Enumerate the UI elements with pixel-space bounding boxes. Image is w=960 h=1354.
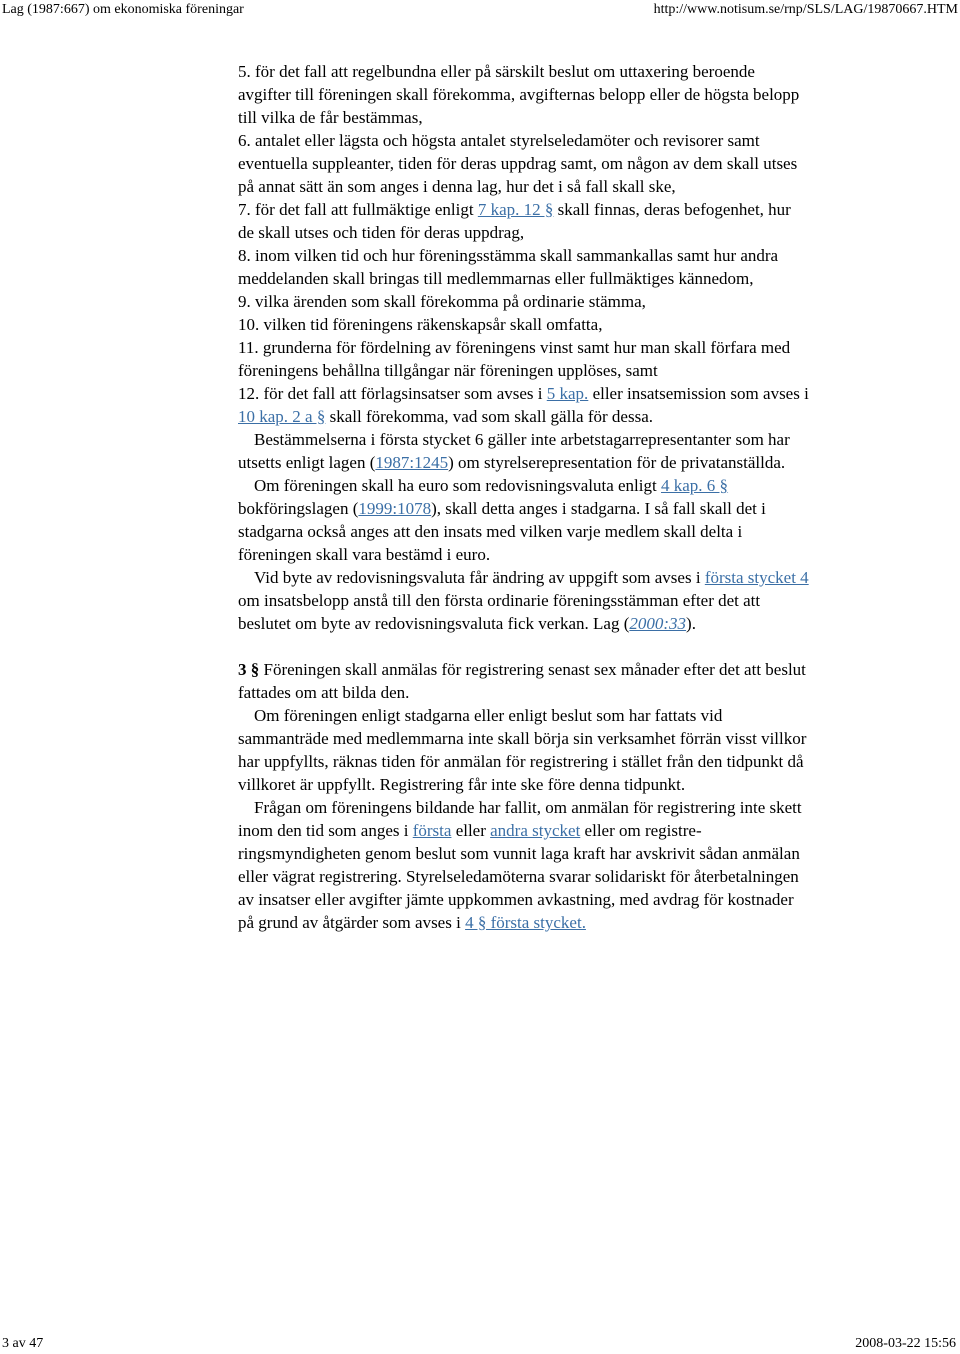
- text-run: avgifter till föreningen skall förekomma, avgifternas belopp eller de högsta belopp: [238, 85, 800, 104]
- reference-link[interactable]: 4 § första stycket.: [465, 913, 586, 932]
- text-line: [238, 681, 893, 704]
- text-run: Bestämmelserna i första stycket 6 gäller inte arbetstagarrepresentanter som har: [254, 430, 790, 449]
- text-run: skall finnas, deras befogenhet, hur: [553, 200, 791, 219]
- print-timestamp: 2008-03-22 15:56: [855, 1336, 956, 1351]
- text-run: eller vägrat registrering. Styrelseledamöterna svarar solidariskt för återbetalningen: [238, 867, 799, 886]
- text-line: [238, 819, 893, 842]
- text-line: [238, 543, 893, 566]
- text-run: Föreningen skall anmälas för registrering senast sex månader efter det att beslut: [259, 660, 806, 679]
- text-line: [238, 451, 893, 474]
- text-line: [238, 106, 893, 129]
- text-run: till vilka de får bestämmas,: [238, 108, 423, 127]
- text-line: [238, 727, 893, 750]
- text-run: stadgarna också anges att den insats med vilken varje medlem skall delta i: [238, 522, 743, 541]
- text-run: Vid byte av redovisningsvaluta får ändring av uppgift som avses i: [254, 568, 705, 587]
- text-line: [238, 842, 893, 865]
- text-run: 9. vilka ärenden som skall förekomma på ordinarie stämma,: [238, 292, 646, 311]
- text-run: 7. för det fall att fullmäktige enligt: [238, 200, 478, 219]
- text-line: [238, 129, 893, 152]
- text-line: [238, 589, 893, 612]
- text-line: [238, 267, 893, 290]
- reference-link[interactable]: första: [412, 821, 452, 840]
- text-run: eller insatsemission som avses i: [588, 384, 809, 403]
- text-line: [238, 911, 893, 934]
- text-line: [238, 313, 893, 336]
- paragraph-gap: [238, 635, 893, 658]
- text-line: [238, 704, 893, 727]
- text-run: på annat sätt än som anges i denna lag, hur det i så fall skall ske,: [238, 177, 676, 196]
- page-footer: [0, 1334, 960, 1354]
- text-line: [238, 497, 893, 520]
- text-line: [238, 796, 893, 819]
- text-run: skall förekomma, vad som skall gälla för dessa.: [325, 407, 653, 426]
- reference-link[interactable]: 5 kap.: [546, 384, 589, 403]
- text-run: om insatsbelopp anstå till den första ordinarie föreningsstämman efter det att: [238, 591, 761, 610]
- text-line: [238, 221, 893, 244]
- reference-link[interactable]: 4 kap. 6 §: [660, 476, 729, 495]
- text-run: ).: [686, 614, 696, 633]
- reference-link[interactable]: 1999:1078: [358, 499, 432, 518]
- text-run: inom den tid som anges i: [238, 821, 413, 840]
- text-line: [238, 405, 893, 428]
- text-line: [238, 888, 893, 911]
- reference-link[interactable]: första stycket 4: [704, 568, 809, 587]
- text-run: eller om registre-: [580, 821, 702, 840]
- text-line: [238, 83, 893, 106]
- text-run: 6. antalet eller lägsta och högsta antalet styrelseledamöter och revisorer samt: [238, 131, 760, 150]
- page-header: [0, 0, 960, 20]
- text-line: [238, 658, 893, 681]
- text-run: föreningens behållna tillgångar när föreningen upplöses, samt: [238, 361, 658, 380]
- reference-link[interactable]: 1987:1245: [375, 453, 449, 472]
- text-line: [238, 773, 893, 796]
- text-run: de skall utses och tiden för deras uppdrag,: [238, 223, 525, 242]
- reference-link[interactable]: andra stycket: [490, 821, 581, 840]
- text-run: bokföringslagen (: [238, 499, 359, 518]
- text-run: Om föreningen enligt stadgarna eller enligt beslut som har fattats vid: [254, 706, 723, 725]
- text-run: har uppfyllts, räknas tiden för anmälan för registrering i stället från den tidpunkt då: [238, 752, 804, 771]
- page-number: 3 av 47: [2, 1336, 44, 1351]
- text-line: [238, 566, 893, 589]
- reference-link[interactable]: 7 kap. 12 §: [477, 200, 554, 219]
- document-title: Lag (1987:667) om ekonomiska föreningar: [2, 2, 244, 17]
- text-run: 10. vilken tid föreningens räkenskapsår skall omfatta,: [238, 315, 603, 334]
- text-line: [238, 175, 893, 198]
- reference-link[interactable]: 2000:33: [629, 614, 687, 633]
- text-line: [238, 520, 893, 543]
- text-run: ) om styrelserepresentation för de privatanställda.: [448, 453, 786, 472]
- text-run: meddelanden skall bringas till medlemmarnas eller fullmäktiges kännedom,: [238, 269, 754, 288]
- section-number: 3 §: [238, 660, 260, 679]
- document-url[interactable]: http://www.notisum.se/rnp/SLS/LAG/19870667.HTM: [653, 2, 958, 17]
- text-run: Frågan om föreningens bildande har fallit, om anmälan för registrering inte skett: [254, 798, 802, 817]
- reference-link[interactable]: 10 kap. 2 a §: [238, 407, 326, 426]
- text-line: [238, 244, 893, 267]
- text-run: utsetts enligt lagen (: [238, 453, 376, 472]
- text-run: 12. för det fall att förlagsinsatser som avses i: [238, 384, 547, 403]
- text-run: beslutet om byte av redovisningsvaluta fick verkan. Lag (: [238, 614, 630, 633]
- text-run: villkoret är uppfyllt. Registrering får inte ske före denna tidpunkt.: [238, 775, 686, 794]
- text-line: [238, 152, 893, 175]
- text-run: sammanträde med medlemmarna inte skall börja sin verksamhet förrän visst villkor: [238, 729, 807, 748]
- text-run: eller: [451, 821, 491, 840]
- text-line: [238, 428, 893, 451]
- text-run: 5. för det fall att regelbundna eller på särskilt beslut om uttaxering beroende: [238, 62, 755, 81]
- text-run: 8. inom vilken tid och hur föreningsstämma skall sammankallas samt hur andra: [238, 246, 779, 265]
- text-line: [238, 359, 893, 382]
- text-line: [238, 474, 893, 497]
- text-run: på grund av åtgärder som avses i: [238, 913, 466, 932]
- text-run: ), skall detta anges i stadgarna. I så fall skall det i: [431, 499, 766, 518]
- text-line: [238, 750, 893, 773]
- text-run: eventuella suppleanter, tiden för deras uppdrag samt, om någon av dem skall utses: [238, 154, 798, 173]
- text-line: [238, 382, 893, 405]
- text-line: [238, 336, 893, 359]
- text-line: [238, 612, 893, 635]
- text-run: Om föreningen skall ha euro som redovisningsvaluta enligt: [254, 476, 661, 495]
- text-run: av insatser eller avgifter jämte uppkommen avkastning, med avdrag för kostnader: [238, 890, 794, 909]
- text-run: fattades om att bilda den.: [238, 683, 410, 702]
- text-line: [238, 290, 893, 313]
- text-line: [238, 865, 893, 888]
- text-run: 11. grunderna för fördelning av föreningens vinst samt hur man skall förfara med: [238, 338, 791, 357]
- text-line: [238, 198, 893, 221]
- text-line: [238, 60, 893, 83]
- text-run: föreningen skall vara bestämd i euro.: [238, 545, 491, 564]
- text-run: ringsmyndigheten genom beslut som vunnit laga kraft har avskrivit sådan anmälan: [238, 844, 800, 863]
- document-body: [238, 60, 893, 934]
